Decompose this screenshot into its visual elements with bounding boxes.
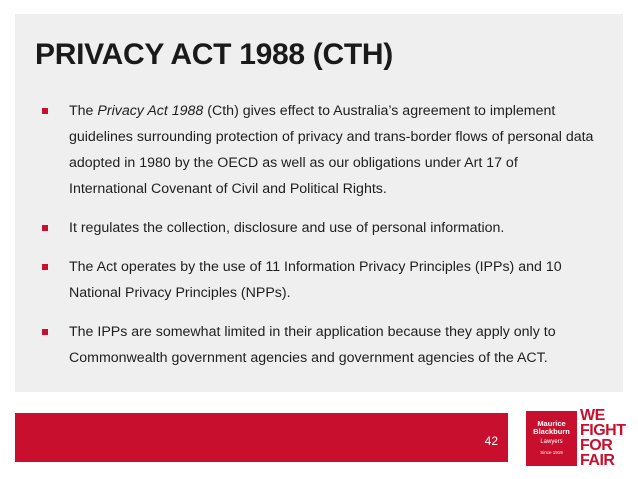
slogan-line: FAIR — [580, 452, 615, 469]
slide-title: PRIVACY ACT 1988 (CTH) — [35, 38, 393, 71]
act-title-italic: Privacy Act 1988 — [97, 103, 204, 119]
bullet-square-icon — [42, 264, 48, 270]
slogan-line: FIGHT — [580, 422, 626, 439]
bullet-text: The IPPs are somewhat limited in their application because they apply only to Commonwealth government agencies and government agencies of the ACT. — [69, 324, 556, 366]
slogan-line: WE — [580, 407, 605, 424]
bullet-item — [39, 98, 599, 202]
maurice-blackburn-logo — [526, 411, 577, 466]
logo-since: Since 1919 — [540, 450, 563, 455]
bullet-list — [39, 98, 599, 384]
bullet-square-icon — [42, 225, 48, 231]
bullet-text: It regulates the collection, disclosure and use of personal information. — [69, 220, 505, 236]
footer-bar — [15, 413, 508, 462]
bullet-square-icon — [42, 329, 48, 335]
bullet-text: The Act operates by the use of 11 Information Privacy Principles (IPPs) and 10 National Privacy Principles (NPPs). — [69, 259, 562, 301]
logo-name-line1: Maurice — [537, 419, 566, 428]
logo-lawyers: Lawyers — [540, 439, 563, 445]
bullet-item — [39, 215, 599, 241]
slogan-line: FOR — [580, 437, 613, 454]
slide-body — [15, 14, 623, 392]
page-number: 42 — [484, 434, 498, 448]
bullet-text-prefix: The — [69, 103, 98, 119]
bullet-item — [39, 319, 599, 371]
bullet-text-rest: (Cth) gives effect to Australia’s agreement to implement guidelines surrounding protection of privacy and trans-border flows of personal data adopted in 1980 by the OECD as well as our obligations under Art 17 of International Covenant of Civil and Political Rights. — [69, 103, 594, 197]
bullet-square-icon — [42, 108, 48, 114]
bullet-item — [39, 254, 599, 306]
logo-name-line2: Blackburn — [533, 427, 570, 436]
slogan — [580, 408, 630, 468]
